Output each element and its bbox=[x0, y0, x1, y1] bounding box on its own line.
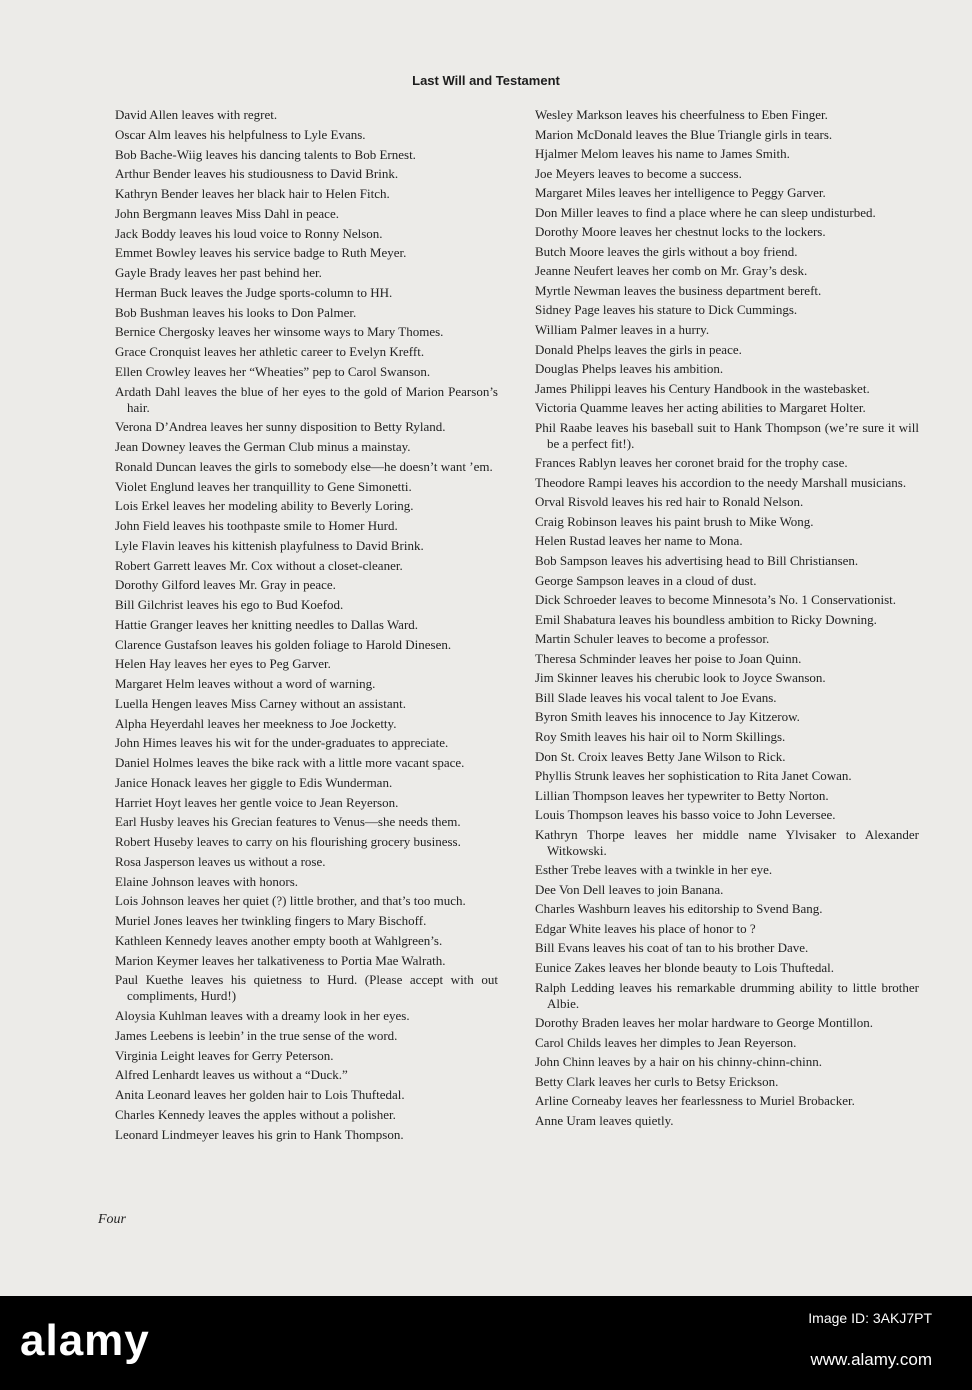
will-entry: Verona D’Andrea leaves her sunny disposition to Betty Ryland. bbox=[115, 419, 446, 435]
will-entry: Joe Meyers leaves to become a success. bbox=[535, 165, 742, 181]
will-entry: Anne Uram leaves quietly. bbox=[535, 1112, 674, 1128]
will-entry: Lois Erkel leaves her modeling ability to Beverly Loring. bbox=[115, 498, 414, 514]
will-entry: Gayle Brady leaves her past behind her. bbox=[115, 265, 322, 280]
will-entry: Lyle Flavin leaves his kittenish playfulness to David Brink. bbox=[115, 537, 424, 553]
will-entry: Bill Evans leaves his coat of tan to his brother Dave. bbox=[535, 940, 809, 956]
image-id: Image ID: 3AKJ7PT bbox=[808, 1310, 932, 1326]
will-entry: Byron Smith leaves his innocence to Jay Kitzerow. bbox=[535, 709, 800, 725]
will-entry: Edgar White leaves his place of honor to ? bbox=[535, 920, 756, 936]
will-entry: Donald Phelps leaves the girls in peace. bbox=[535, 341, 742, 357]
will-entry: Violet Englund leaves her tranquillity to Gene Simonetti. bbox=[115, 478, 412, 494]
will-entry: Grace Cronquist leaves her athletic career to Evelyn Krefft. bbox=[115, 344, 425, 359]
will-entry: Frances Rablyn leaves her coronet braid for the trophy case. bbox=[535, 455, 848, 471]
will-entry: Victoria Quamme leaves her acting abilities to Margaret Holter. bbox=[535, 400, 866, 416]
will-entry: Daniel Holmes leaves the bike rack with a little more vacant space. bbox=[115, 755, 465, 770]
will-entry: Orval Risvold leaves his red hair to Ronald Nelson. bbox=[535, 494, 804, 510]
will-entry: William Palmer leaves in a hurry. bbox=[535, 322, 710, 338]
will-entry: Dee Von Dell leaves to join Banana. bbox=[535, 881, 724, 897]
will-entry: Phyllis Strunk leaves her sophistication to Rita Janet Cowan. bbox=[535, 768, 852, 784]
will-entry: Kathleen Kennedy leaves another empty booth at Wahlgreen’s. bbox=[115, 932, 443, 948]
page-title: Last Will and Testament bbox=[412, 73, 560, 88]
will-entry: Harriet Hoyt leaves her gentle voice to Jean Reyerson. bbox=[115, 794, 399, 810]
will-entry: John Field leaves his toothpaste smile to Homer Hurd. bbox=[115, 518, 398, 533]
will-entry: Marion Keymer leaves her talkativeness to Portia Mae Walrath. bbox=[115, 952, 446, 968]
will-entry: Ellen Crowley leaves her “Wheaties” pep to Carol Swanson. bbox=[115, 363, 431, 379]
will-entry: David Allen leaves with regret. bbox=[115, 107, 278, 122]
will-entry: Leonard Lindmeyer leaves his grin to Hank Thompson. bbox=[115, 1126, 404, 1142]
will-entry: Bernice Chergosky leaves her winsome ways to Mary Thomes. bbox=[115, 324, 444, 340]
will-entry: Douglas Phelps leaves his ambition. bbox=[535, 361, 724, 377]
will-entry: Emil Shabatura leaves his boundless ambition to Ricky Downing. bbox=[535, 611, 877, 627]
will-entry: John Bergmann leaves Miss Dahl in peace. bbox=[115, 205, 339, 221]
will-entry: Bob Bache-Wiig leaves his dancing talents to Bob Ernest. bbox=[115, 146, 416, 162]
will-entry: Dick Schroeder leaves to become Minnesota’s No. 1 Conservationist. bbox=[535, 592, 897, 608]
will-entry: Kathryn Thorpe leaves her middle name Ylvisaker to Alexander Witkowski. bbox=[535, 826, 919, 858]
will-entry: Carol Childs leaves her dimples to Jean Reyerson. bbox=[535, 1034, 797, 1050]
will-entry: Helen Rustad leaves her name to Mona. bbox=[535, 533, 743, 549]
will-entry: Lillian Thompson leaves her typewriter to Betty Norton. bbox=[535, 787, 829, 803]
brand-logo: alamy bbox=[20, 1316, 150, 1365]
will-entry: Wesley Markson leaves his cheerfulness to Eben Finger. bbox=[535, 107, 828, 122]
will-entry: James Leebens is leebin’ in the true sense of the word. bbox=[115, 1027, 398, 1043]
will-entry: Luella Hengen leaves Miss Carney without an assistant. bbox=[115, 695, 406, 711]
will-entry: Hattie Granger leaves her knitting needles to Dallas Ward. bbox=[115, 616, 419, 632]
will-entry: Jack Boddy leaves his loud voice to Ronny Nelson. bbox=[115, 225, 383, 241]
will-entry: Dorothy Braden leaves her molar hardware to George Montillon. bbox=[535, 1015, 874, 1031]
will-entry: Bob Sampson leaves his advertising head to Bill Christiansen. bbox=[535, 553, 859, 569]
will-entry: Sidney Page leaves his stature to Dick Cummings. bbox=[535, 302, 798, 318]
will-entry: George Sampson leaves in a cloud of dust. bbox=[535, 572, 757, 588]
will-entry: Emmet Bowley leaves his service badge to Ruth Meyer. bbox=[115, 245, 407, 261]
will-entry: Louis Thompson leaves his basso voice to John Leversee. bbox=[535, 807, 836, 823]
will-entry: Margaret Helm leaves without a word of warning. bbox=[115, 676, 376, 691]
will-entry: Ronald Duncan leaves the girls to somebody else—he doesn’t want ’em. bbox=[115, 458, 493, 474]
will-entry: Elaine Johnson leaves with honors. bbox=[115, 873, 299, 889]
will-entry: Ardath Dahl leaves the blue of her eyes to the gold of Marion Pearson’s hair. bbox=[115, 383, 498, 415]
will-entry: Charles Washburn leaves his editorship to Svend Bang. bbox=[535, 901, 823, 917]
right-column bbox=[535, 107, 919, 1132]
will-entry: Betty Clark leaves her curls to Betsy Erickson. bbox=[535, 1073, 779, 1089]
will-entry: Alfred Lenhardt leaves us without a “Duck.” bbox=[115, 1067, 348, 1083]
will-entry: Paul Kuethe leaves his quietness to Hurd. (Please accept with out compliments, Hurd!) bbox=[115, 972, 498, 1004]
will-entry: Craig Robinson leaves his paint brush to Mike Wong. bbox=[535, 513, 814, 529]
will-entry: Kathryn Bender leaves her black hair to Helen Fitch. bbox=[115, 186, 390, 201]
will-entry: Dorothy Moore leaves her chestnut locks to the lockers. bbox=[535, 224, 826, 240]
will-entry: Ralph Ledding leaves his remarkable drumming ability to little brother Albie. bbox=[535, 979, 919, 1011]
page-folio: Four bbox=[98, 1212, 126, 1227]
will-entry: Lois Johnson leaves her quiet (?) little brother, and that’s too much. bbox=[115, 893, 466, 909]
will-entry: Dorothy Gilford leaves Mr. Gray in peace. bbox=[115, 577, 336, 593]
will-entry: Anita Leonard leaves her golden hair to Lois Thuftedal. bbox=[115, 1087, 405, 1102]
will-entry: Rosa Jasperson leaves us without a rose. bbox=[115, 853, 326, 869]
will-entry: Myrtle Newman leaves the business department bereft. bbox=[535, 282, 822, 298]
will-entry: Janice Honack leaves her giggle to Edis Wunderman. bbox=[115, 774, 393, 790]
will-entry: John Chinn leaves by a hair on his chinny-chinn-chinn. bbox=[535, 1054, 823, 1070]
will-entry: Aloysia Kuhlman leaves with a dreamy look in her eyes. bbox=[115, 1008, 410, 1023]
will-entry: Jean Downey leaves the German Club minus a mainstay. bbox=[115, 439, 411, 454]
will-entry: Phil Raabe leaves his baseball suit to Hank Thompson (we’re sure it will be a perfect fit!). bbox=[535, 419, 919, 451]
will-entry: Don Miller leaves to find a place where he can sleep undisturbed. bbox=[535, 204, 876, 220]
will-entry: John Himes leaves his wit for the under-graduates to appreciate. bbox=[115, 735, 449, 751]
will-entry: Theresa Schminder leaves her poise to Joan Quinn. bbox=[535, 650, 802, 666]
will-entry: Butch Moore leaves the girls without a boy friend. bbox=[535, 243, 798, 259]
will-entry: Earl Husby leaves his Grecian features to Venus—she needs them. bbox=[115, 814, 461, 830]
will-entry: Hjalmer Melom leaves his name to James Smith. bbox=[535, 146, 790, 162]
will-entry: Roy Smith leaves his hair oil to Norm Skillings. bbox=[535, 728, 786, 744]
will-entry: Esther Trebe leaves with a twinkle in her eye. bbox=[535, 862, 773, 878]
left-column bbox=[115, 107, 498, 1146]
will-entry: Bill Gilchrist leaves his ego to Bud Koefod. bbox=[115, 597, 344, 612]
will-entry: Arline Corneaby leaves her fearlessness to Muriel Brobacker. bbox=[535, 1093, 855, 1109]
stock-banner bbox=[0, 1296, 972, 1390]
will-entry: Bob Bushman leaves his looks to Don Palmer. bbox=[115, 304, 357, 320]
will-entry: Herman Buck leaves the Judge sports-column to HH. bbox=[115, 284, 393, 300]
will-entry: James Philippi leaves his Century Handbook in the wastebasket. bbox=[535, 380, 870, 396]
will-entry: Don St. Croix leaves Betty Jane Wilson to Rick. bbox=[535, 748, 786, 764]
will-entry: Alpha Heyerdahl leaves her meekness to Joe Jocketty. bbox=[115, 715, 397, 731]
will-entry: Oscar Alm leaves his helpfulness to Lyle Evans. bbox=[115, 126, 366, 142]
will-entry: Marion McDonald leaves the Blue Triangle girls in tears. bbox=[535, 126, 833, 142]
will-entry: Eunice Zakes leaves her blonde beauty to Lois Thuftedal. bbox=[535, 959, 835, 975]
will-entry: Virginia Leight leaves for Gerry Peterson. bbox=[115, 1047, 334, 1063]
will-entry: Robert Garrett leaves Mr. Cox without a closet-cleaner. bbox=[115, 557, 403, 573]
will-entry: Helen Hay leaves her eyes to Peg Garver. bbox=[115, 656, 331, 672]
will-entry: Robert Huseby leaves to carry on his flourishing grocery business. bbox=[115, 834, 461, 849]
will-entry: Margaret Miles leaves her intelligence to Peggy Garver. bbox=[535, 185, 826, 201]
site-url: www.alamy.com bbox=[810, 1350, 932, 1369]
will-entry: Bill Slade leaves his vocal talent to Joe Evans. bbox=[535, 689, 777, 705]
will-entry: Jeanne Neufert leaves her comb on Mr. Gray’s desk. bbox=[535, 263, 808, 279]
will-entry: Jim Skinner leaves his cherubic look to Joyce Swanson. bbox=[535, 670, 826, 686]
will-entry: Martin Schuler leaves to become a professor. bbox=[535, 631, 770, 647]
will-entry: Theodore Rampi leaves his accordion to the needy Marshall musicians. bbox=[535, 474, 907, 490]
will-entry: Muriel Jones leaves her twinkling fingers to Mary Bischoff. bbox=[115, 913, 427, 928]
will-entry: Clarence Gustafson leaves his golden foliage to Harold Dinesen. bbox=[115, 636, 452, 652]
will-entry: Charles Kennedy leaves the apples without a polisher. bbox=[115, 1106, 396, 1122]
will-entry: Arthur Bender leaves his studiousness to David Brink. bbox=[115, 166, 399, 182]
